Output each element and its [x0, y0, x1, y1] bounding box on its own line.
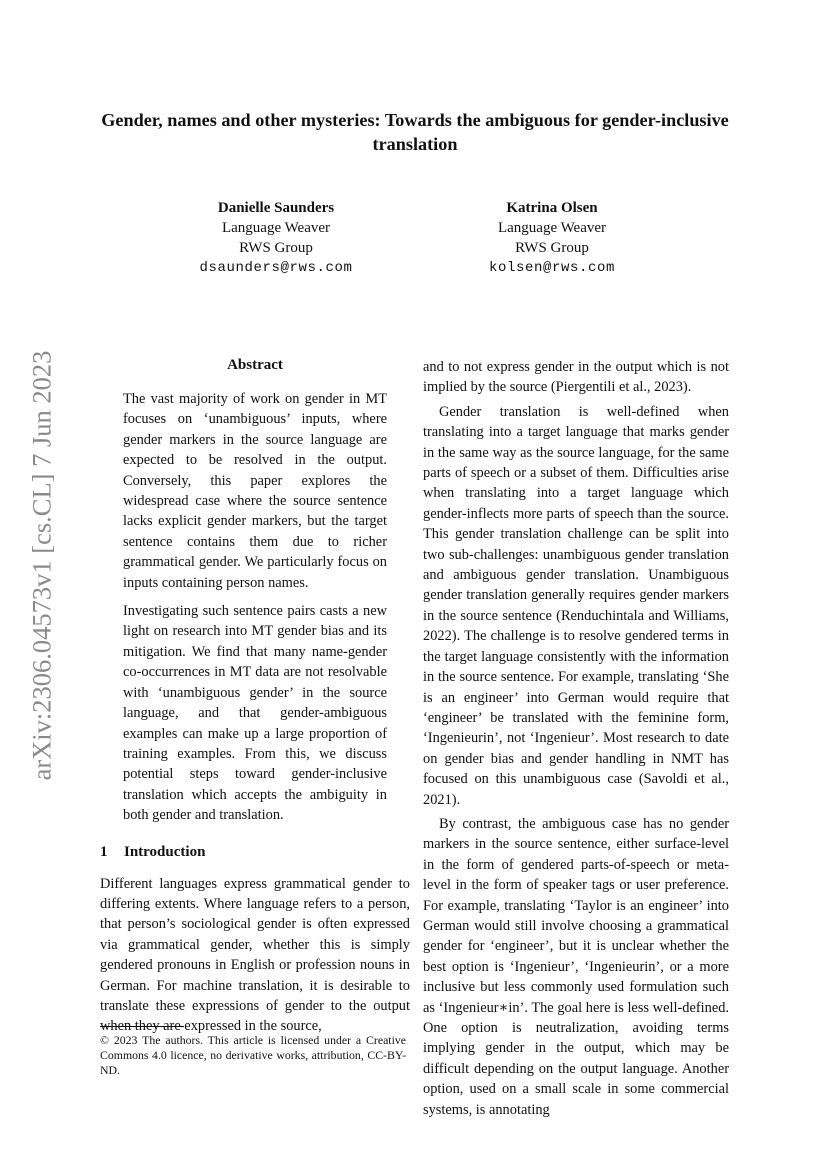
author-email[interactable]: dsaunders@rws.com	[199, 260, 353, 276]
body-paragraph: By contrast, the ambiguous case has no gender markers in the source sentence, either surface-level in the form of gendered parts-of-speech or meta-level in the form of speaker tags or user preference. For example, translating ‘Taylor is an engineer’ into German would still involve choosing a grammatical gender for ‘engineer’, but it is unclear whether the best option is ‘Ingenieur’, ‘Ingenieurin’, or a more inclusive but less commonly used formulation such as ‘Ingenieur∗in’. The goal here is less well-defined. One option is neutralization, avoiding terms implying gender in the output, which may be difficult depending on the output language. Another option, used on a small scale in some commercial systems, is annotating	[423, 815, 729, 1118]
footnote-rule	[100, 1026, 184, 1027]
footnote	[100, 1026, 406, 1078]
author-block	[442, 198, 662, 278]
author-org: RWS Group	[239, 240, 313, 256]
arxiv-stamp	[18, 345, 66, 785]
abstract-heading: Abstract	[227, 357, 283, 373]
paper-title: Gender, names and other mysteries: Towards the ambiguous for gender-inclusive translation	[101, 110, 729, 154]
abstract-body	[100, 389, 410, 826]
author-affiliation: Language Weaver	[497, 220, 607, 236]
author-name: Katrina Olsen	[506, 200, 598, 216]
section-title: Introduction	[124, 843, 206, 860]
author-email[interactable]: kolsen@rws.com	[488, 260, 616, 276]
body-paragraph: and to not express gender in the output which is not implied by the source (Piergentili et al., 2023).	[423, 359, 729, 396]
right-column	[423, 357, 729, 1120]
arxiv-id: arXiv:2306.04573v1 [cs.CL] 7 Jun 2023	[26, 350, 57, 780]
abstract-paragraph: The vast majority of work on gender in MT focuses on ‘unambiguous’ inputs, where gender markers in the source language are expected to be resolved in the output. Conversely, this paper explores the widespread case where the source sentence lacks explicit gender markers, but the target sentence contains them due to richer grammatical gender. We particularly focus on inputs containing person names.	[123, 391, 387, 591]
abstract-paragraph: Investigating such sentence pairs casts a new light on research into MT gender bias and its mitigation. We find that many name-gender co-occurrences in MT data are not resolvable with ‘unambiguous gender’ in the source language, and that gender-ambiguous examples can make up a large proportion of training examples. From this, we discuss potential steps toward gender-inclusive translation which accepts the ambiguity in both gender and translation.	[123, 603, 387, 824]
author-org: RWS Group	[515, 240, 589, 256]
footnote-text: © 2023 The authors. This article is licensed under a Creative Commons 4.0 licence, no derivative works, attribution, CC-BY-ND.	[100, 1033, 406, 1077]
left-column	[100, 355, 410, 1037]
section-heading	[100, 842, 410, 862]
author-block	[166, 198, 386, 278]
body-paragraph: Different languages express grammatical gender to differing extents. Where language refers to a person, that person’s sociological gender is often expressed via grammatical gender, whether this is simply gendered pronouns in English or profession nouns in German. For machine translation, it is desirable to translate these expressions of gender to the output when they are expressed in the source,	[100, 875, 410, 1035]
author-affiliation: Language Weaver	[221, 220, 331, 236]
section-number: 1	[100, 843, 108, 860]
body-paragraph: Gender translation is well-defined when translating into a target language that marks gender in the same way as the source language, for the same parts of speech or a subset of them. Difficulties arise when translating into a target language which gender-inflects more parts of speech than the source. This gender translation challenge can be split into two sub-challenges: unambiguous gender translation and ambiguous gender translation. Unambiguous gender translation generally requires gender markers in the source sentence (Renduchintala and Williams, 2022). The challenge is to resolve gendered terms in the target language consistently with the information in the source sentence. For example, translating ‘She is an engineer’ into German would require that ‘engineer’ be translated with the feminine form, ‘Ingenieurin’, not ‘Ingenieur’. Most research to date on gender bias and gender handling in NMT has focused on this unambiguous case (Savoldi et al., 2021).	[423, 403, 729, 808]
author-name: Danielle Saunders	[217, 200, 335, 216]
